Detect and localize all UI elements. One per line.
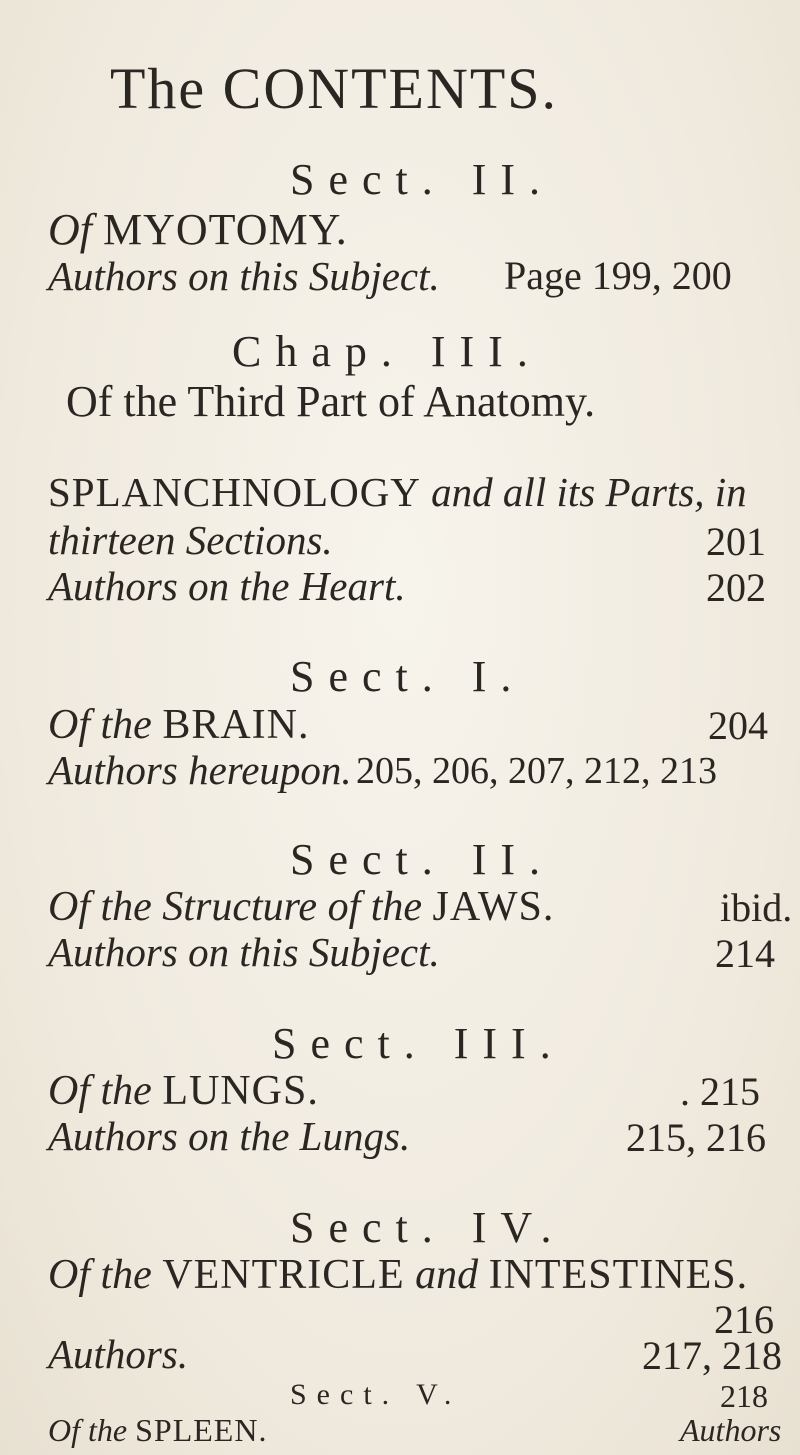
entry-heading	[48, 469, 747, 515]
authors-line: Authors on the Lungs.	[48, 1113, 411, 1159]
entry-heading	[48, 886, 554, 928]
authors-pages: 217, 218	[642, 1333, 782, 1378]
entry-line: thirteen Sections.	[48, 517, 333, 563]
heading-caps: JAWS.	[432, 884, 555, 930]
heading-caps: LUNGS.	[162, 1068, 319, 1114]
authors-pages: 215, 216	[626, 1115, 766, 1160]
heading-caps: INTESTINES.	[488, 1252, 749, 1298]
page-title: The CONTENTS.	[110, 56, 559, 121]
entry-heading	[48, 1070, 319, 1112]
section-heading: Sect. IV.	[290, 1203, 566, 1252]
section-heading: Sect. V.	[290, 1378, 462, 1411]
section-heading: Sect. I.	[290, 652, 526, 701]
authors-line: Authors hereupon.	[48, 747, 352, 793]
entry-heading	[48, 1254, 748, 1296]
heading-caps: MYOTOMY.	[103, 205, 348, 254]
page-number: . 215	[680, 1069, 760, 1114]
authors-line: Authors on this Subject.	[48, 929, 440, 975]
heading-prefix: Of the	[48, 1412, 136, 1448]
authors-pages: 205, 206, 207, 212, 213	[356, 750, 717, 792]
page-number: ibid.	[720, 885, 793, 930]
heading-suffix: and all its Parts, in	[420, 469, 747, 515]
chapter-title: Of the Third Part of Anatomy.	[66, 377, 596, 426]
page-number: 216	[714, 1297, 774, 1342]
heading-prefix: Of the	[48, 702, 163, 748]
authors-line: Authors.	[48, 1331, 189, 1377]
page-number: 204	[708, 703, 768, 748]
entry-heading	[48, 1414, 267, 1446]
chapter-heading: Chap. III.	[232, 327, 542, 376]
section-heading: Sect. II.	[290, 835, 555, 884]
heading-prefix: Of the Structure of the	[48, 884, 433, 930]
heading-mid: and	[404, 1252, 489, 1298]
heading-caps: SPLEEN.	[135, 1412, 268, 1448]
entry-heading	[48, 205, 348, 254]
heading-caps: VENTRICLE	[162, 1252, 405, 1298]
authors-line: Authors on this Subject.	[48, 253, 440, 299]
authors-pages: 214	[715, 931, 775, 976]
heading-prefix: Of	[48, 205, 103, 254]
page-number: 202	[706, 565, 766, 610]
authors-pages: Page 199, 200	[504, 253, 732, 298]
page-number: 201	[706, 519, 766, 564]
heading-prefix: Of the	[48, 1252, 163, 1298]
heading-caps: SPLANCHNOLOGY	[48, 469, 421, 515]
page-number: 218	[720, 1378, 768, 1414]
section-heading: Sect. III.	[272, 1019, 565, 1068]
heading-caps: BRAIN.	[162, 702, 310, 748]
entry-heading	[48, 704, 310, 746]
catchword: Authors	[680, 1412, 782, 1448]
section-heading: Sect. II.	[290, 155, 555, 204]
heading-prefix: Of the	[48, 1068, 163, 1114]
authors-line: Authors on the Heart.	[48, 563, 406, 609]
